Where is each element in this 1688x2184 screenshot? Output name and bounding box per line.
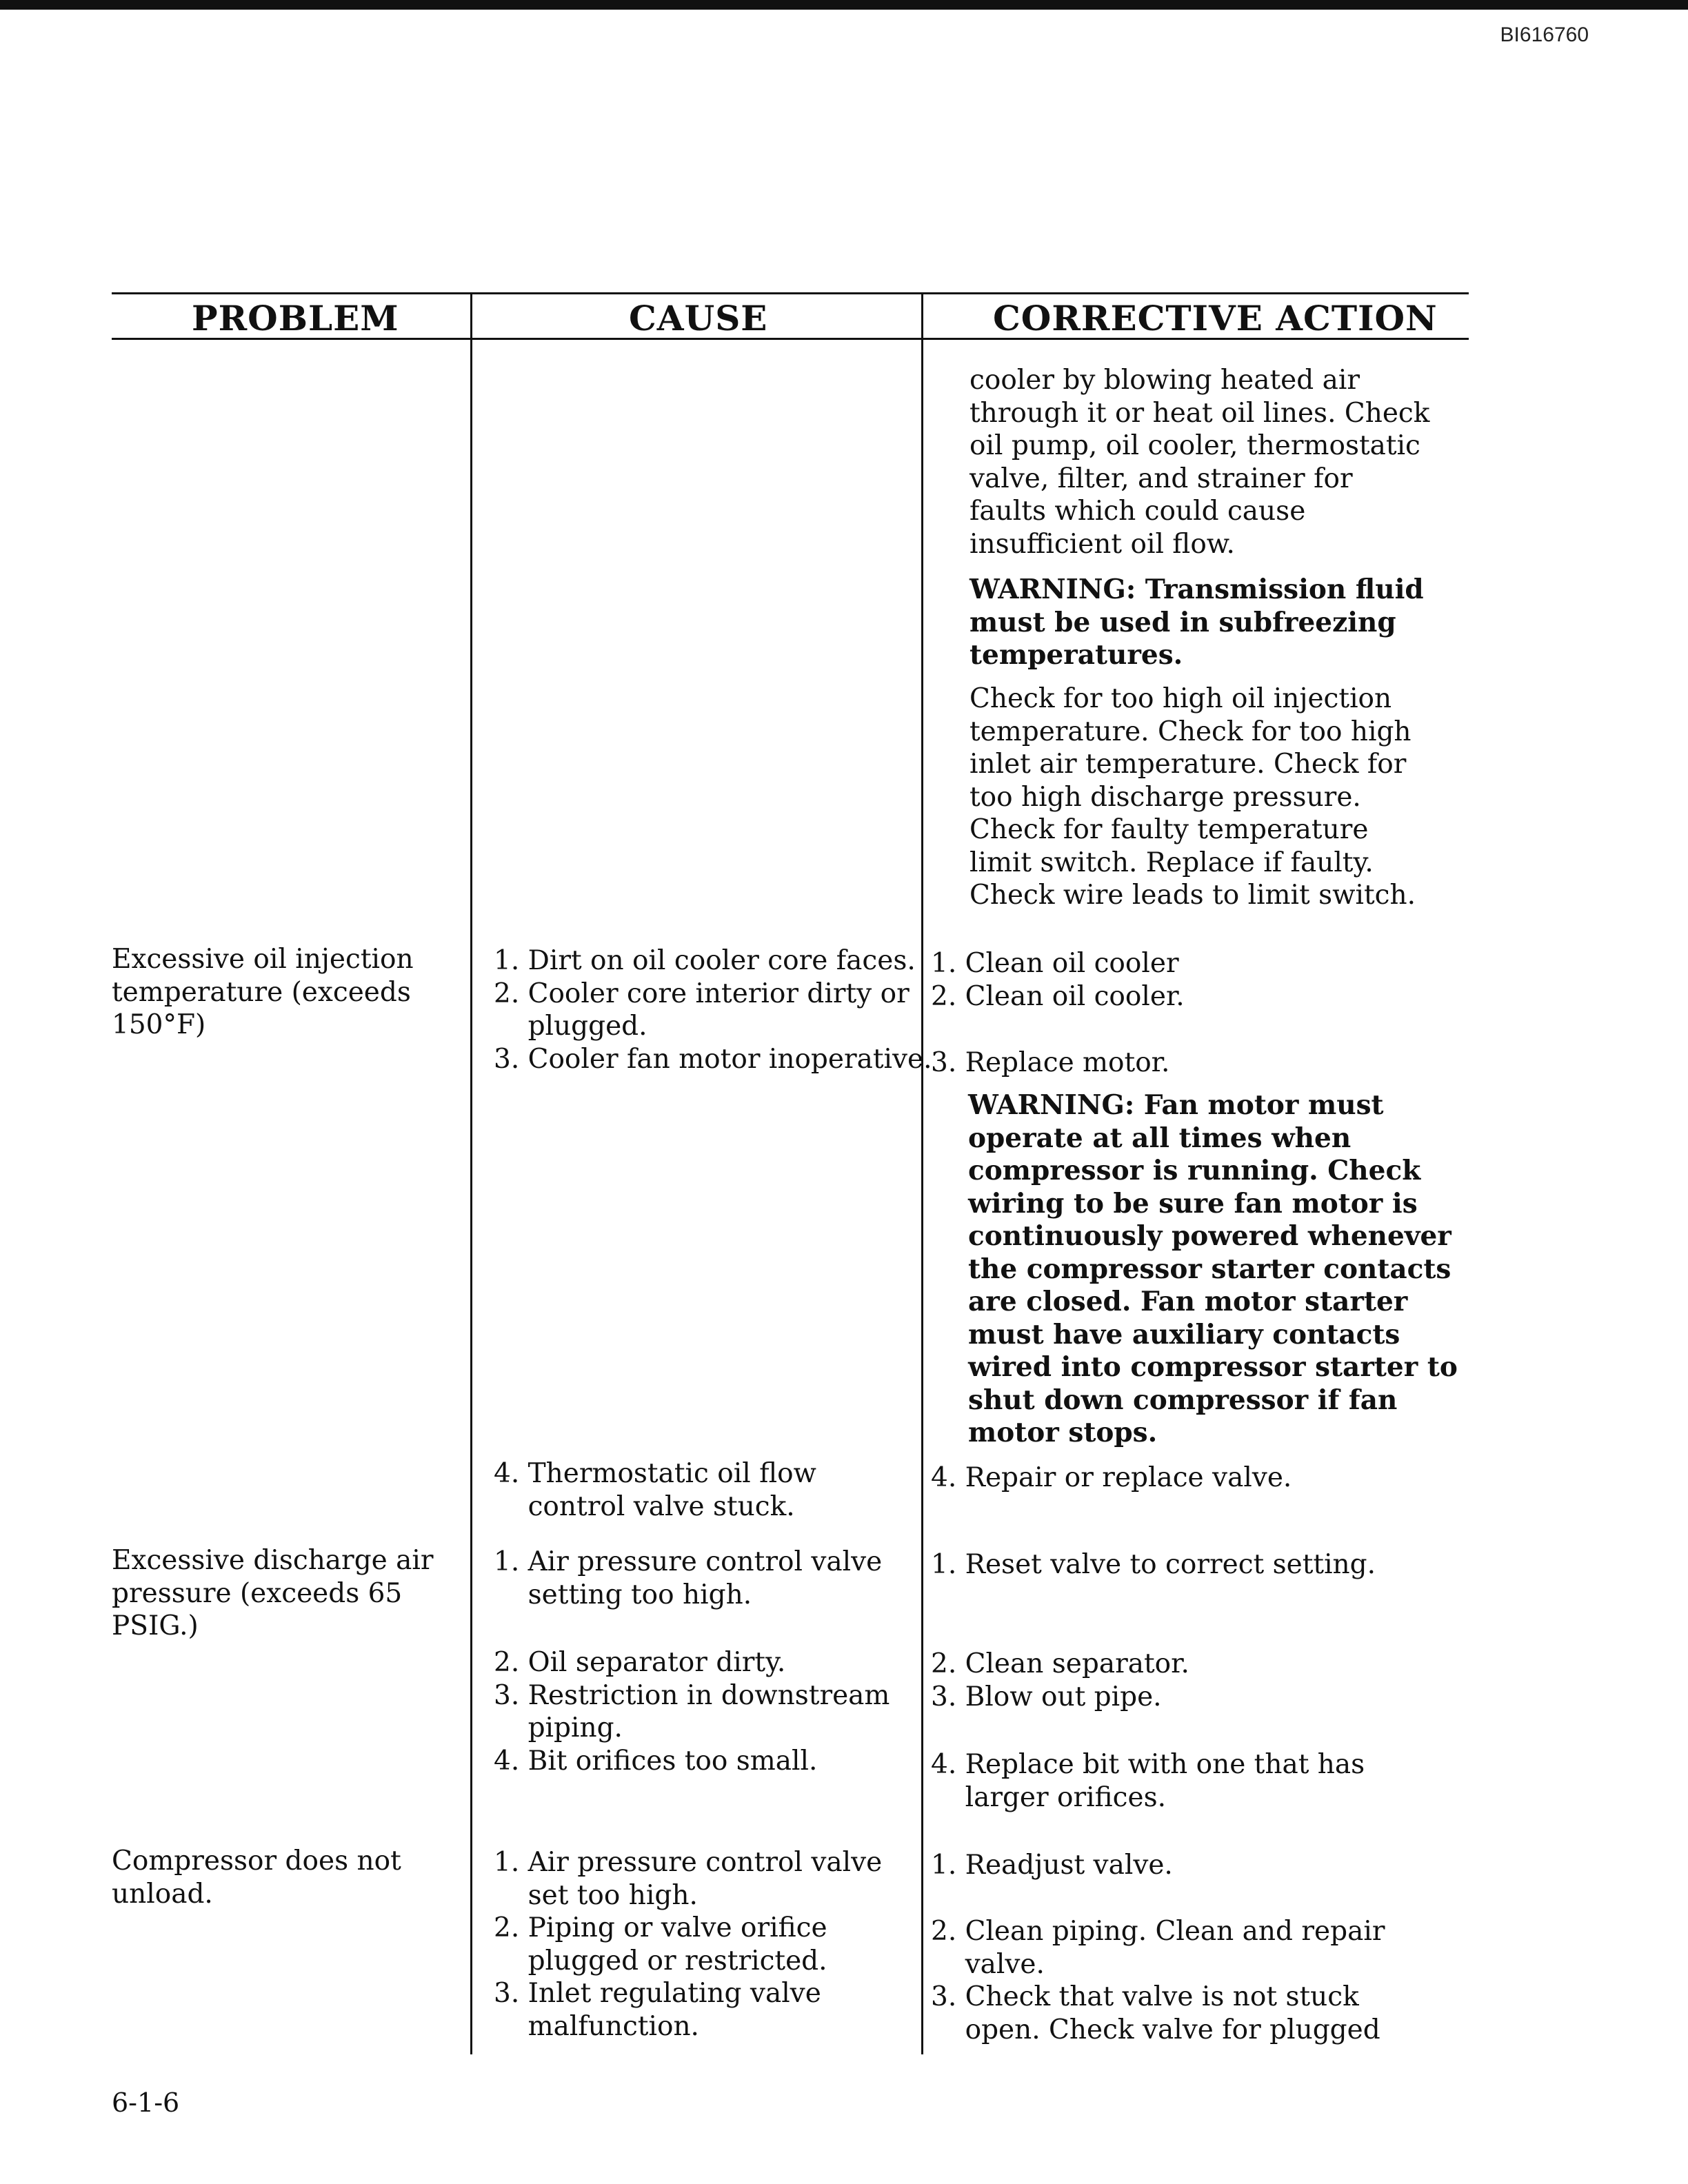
actions-unload-2-3: 2. Clean piping. Clean and repair valve. 3. Check that valve is not stuck open. Check valve for plugged — [931, 1916, 1385, 2045]
page-number: 6-1-6 — [112, 2087, 180, 2118]
table-top-rule — [112, 292, 1469, 294]
actions-discharge-2-3: 2. Clean separator. 3. Blow out pipe. — [931, 1648, 1189, 1712]
continued-action-checks: Check for too high oil injection temperature. Check for too high inlet air temperature. Check for too high discharge pressure. Check for faulty temperature limit switch. Replace if faulty. Check wire leads to limit switch. — [969, 683, 1416, 911]
action-discharge-1: 1. Reset valve to correct setting. — [931, 1549, 1376, 1580]
warning-transmission-fluid: WARNING: Transmission fluid must be used in subfreezing temperatures. — [969, 574, 1424, 671]
causes-discharge-2-4: 2. Oil separator dirty. 3. Restriction in downstream piping. 4. Bit orifices too small. — [494, 1647, 890, 1777]
document-id: BI616760 — [1500, 23, 1589, 46]
column-divider-problem-cause — [470, 292, 472, 2054]
header-cause: CAUSE — [629, 298, 768, 338]
actions-oil-temp-1-2: 1. Clean oil cooler 2. Clean oil cooler. — [931, 948, 1185, 1012]
header-corrective-action: CORRECTIVE ACTION — [993, 298, 1438, 338]
problem-oil-injection-temperature: Excessive oil injection temperature (exceeds 150°F) — [112, 944, 414, 1040]
cause-discharge-1: 1. Air pressure control valve setting too high. — [494, 1546, 883, 1610]
action-discharge-4: 4. Replace bit with one that has larger orifices. — [931, 1749, 1365, 1813]
top-border-rule — [0, 0, 1688, 10]
action-unload-1: 1. Readjust valve. — [931, 1850, 1173, 1881]
problem-discharge-air-pressure: Excessive discharge air pressure (exceeds 65 PSIG.) — [112, 1545, 434, 1641]
warning-fan-motor: WARNING: Fan motor must operate at all times when compressor is running. Check wiring to be sure fan motor is continuously powered whenever the compressor starter contacts are closed. Fan motor starter must have auxiliary contacts wired into compressor starter to shut down compressor if fan motor stops. — [968, 1089, 1458, 1448]
cause-oil-temp-4: 4. Thermostatic oil flow control valve stuck. — [494, 1458, 816, 1522]
header-problem: PROBLEM — [192, 298, 399, 338]
problem-compressor-unload: Compressor does not unload. — [112, 1846, 401, 1910]
continued-action-text: cooler by blowing heated air through it or heat oil lines. Check oil pump, oil cooler, thermostatic valve, filter, and strainer for faults which could cause insufficient oil flow. — [969, 365, 1430, 560]
action-oil-temp-3: 3. Replace motor. — [931, 1047, 1170, 1078]
causes-oil-temp-1-3: 1. Dirt on oil cooler core faces. 2. Cooler core interior dirty or plugged. 3. Cooler fan motor inoperative. — [494, 945, 932, 1075]
action-oil-temp-4: 4. Repair or replace valve. — [931, 1462, 1292, 1493]
causes-unload-1-3: 1. Air pressure control valve set too high. 2. Piping or valve orifice plugged or restricted. 3. Inlet regulating valve malfunction. — [494, 1847, 883, 2042]
column-divider-cause-action — [921, 292, 923, 2054]
